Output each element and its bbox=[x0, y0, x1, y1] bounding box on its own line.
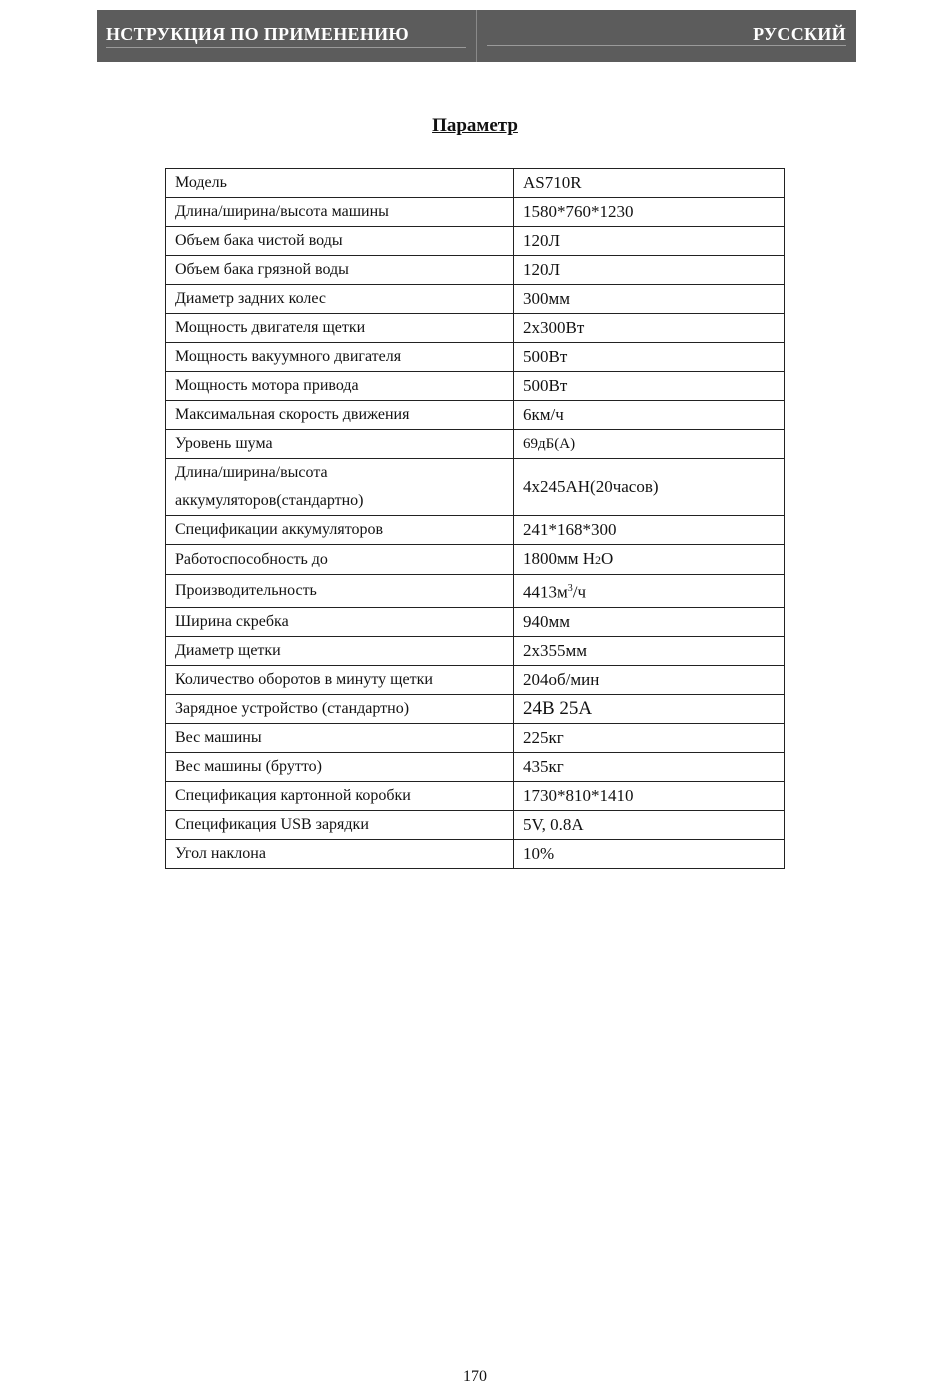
value-end: O bbox=[601, 549, 614, 568]
param-name: Вес машины (брутто) bbox=[166, 752, 514, 781]
spec-table bbox=[165, 168, 785, 869]
param-name: Объем бака грязной воды bbox=[166, 256, 514, 285]
table-row bbox=[166, 401, 785, 430]
table-row bbox=[166, 723, 785, 752]
param-name: Количество оборотов в минуту щетки bbox=[166, 665, 514, 694]
param-name: Ширина скребка bbox=[166, 607, 514, 636]
param-name: Спецификации аккумуляторов bbox=[166, 516, 514, 545]
param-name: Мощность вакуумного двигателя bbox=[166, 343, 514, 372]
table-row bbox=[166, 752, 785, 781]
param-name: Уровень шума bbox=[166, 430, 514, 459]
param-name: Зарядное устройство (стандартно) bbox=[166, 694, 514, 723]
param-value: 2х300Вт bbox=[514, 314, 785, 343]
value-superscript: 3 bbox=[567, 583, 573, 594]
param-value: 435кг bbox=[514, 752, 785, 781]
param-value: 300мм bbox=[514, 285, 785, 314]
value-main: 4413м bbox=[523, 582, 568, 602]
param-value: 225кг bbox=[514, 723, 785, 752]
param-name: Максимальная скорость движения bbox=[166, 401, 514, 430]
param-value: 120Л bbox=[514, 227, 785, 256]
table-row bbox=[166, 575, 785, 608]
param-value: 500Вт bbox=[514, 343, 785, 372]
param-value: 500Вт bbox=[514, 372, 785, 401]
param-name-line1: Длина/ширина/высота bbox=[175, 464, 328, 481]
table-row bbox=[166, 430, 785, 459]
param-name: Производительность bbox=[166, 575, 514, 608]
param-name: Вес машины bbox=[166, 723, 514, 752]
param-value: 1580*760*1230 bbox=[514, 198, 785, 227]
table-row bbox=[166, 285, 785, 314]
table-row bbox=[166, 314, 785, 343]
param-value: AS710R bbox=[514, 169, 785, 198]
param-name: Спецификация USB зарядки bbox=[166, 810, 514, 839]
param-value: 4х245АН(20часов) bbox=[514, 459, 785, 516]
param-value: 120Л bbox=[514, 256, 785, 285]
table-row bbox=[166, 169, 785, 198]
param-value: 10% bbox=[514, 839, 785, 868]
header-divider bbox=[476, 10, 477, 62]
param-name: Угол наклона bbox=[166, 839, 514, 868]
table-row bbox=[166, 781, 785, 810]
table-row bbox=[166, 227, 785, 256]
param-value: 24В 25А bbox=[514, 694, 785, 723]
header-rule bbox=[487, 45, 846, 46]
param-value: 2х355мм bbox=[514, 636, 785, 665]
table-row bbox=[166, 839, 785, 868]
table-row bbox=[166, 545, 785, 575]
table-row bbox=[166, 810, 785, 839]
table-row bbox=[166, 665, 785, 694]
value-main: 1800мм H bbox=[523, 549, 596, 568]
param-name-line2: аккумуляторов(стандартно) bbox=[175, 492, 364, 509]
param-value: 204об/мин bbox=[514, 665, 785, 694]
table-row bbox=[166, 372, 785, 401]
param-value bbox=[514, 575, 785, 608]
page-number: 170 bbox=[463, 1368, 487, 1385]
page-title: Параметр bbox=[432, 115, 518, 136]
table-row bbox=[166, 516, 785, 545]
value-end: /ч bbox=[572, 582, 587, 602]
table-row bbox=[166, 459, 785, 516]
param-name bbox=[166, 459, 514, 516]
param-name: Мощность двигателя щетки bbox=[166, 314, 514, 343]
param-value bbox=[514, 545, 785, 575]
header-language: РУССКИЙ bbox=[753, 24, 846, 44]
param-value: 6км/ч bbox=[514, 401, 785, 430]
param-value: 241*168*300 bbox=[514, 516, 785, 545]
param-value: 69дБ(A) bbox=[514, 430, 785, 459]
param-name: Спецификация картонной коробки bbox=[166, 781, 514, 810]
param-name: Мощность мотора привода bbox=[166, 372, 514, 401]
table-row bbox=[166, 636, 785, 665]
table-row bbox=[166, 343, 785, 372]
param-name: Диаметр щетки bbox=[166, 636, 514, 665]
header-title: НСТРУКЦИЯ ПО ПРИМЕНЕНИЮ bbox=[106, 24, 466, 48]
param-name: Модель bbox=[166, 169, 514, 198]
table-row bbox=[166, 198, 785, 227]
param-value: 1730*810*1410 bbox=[514, 781, 785, 810]
page-header bbox=[97, 10, 856, 62]
param-name: Длина/ширина/высота машины bbox=[166, 198, 514, 227]
param-name: Объем бака чистой воды bbox=[166, 227, 514, 256]
param-value: 5V, 0.8A bbox=[514, 810, 785, 839]
table-row bbox=[166, 607, 785, 636]
param-name: Диаметр задних колес bbox=[166, 285, 514, 314]
table-row bbox=[166, 256, 785, 285]
param-value: 940мм bbox=[514, 607, 785, 636]
param-name: Работоспособность до bbox=[166, 545, 514, 575]
value-subscript: 2 bbox=[595, 553, 602, 567]
table-row bbox=[166, 694, 785, 723]
